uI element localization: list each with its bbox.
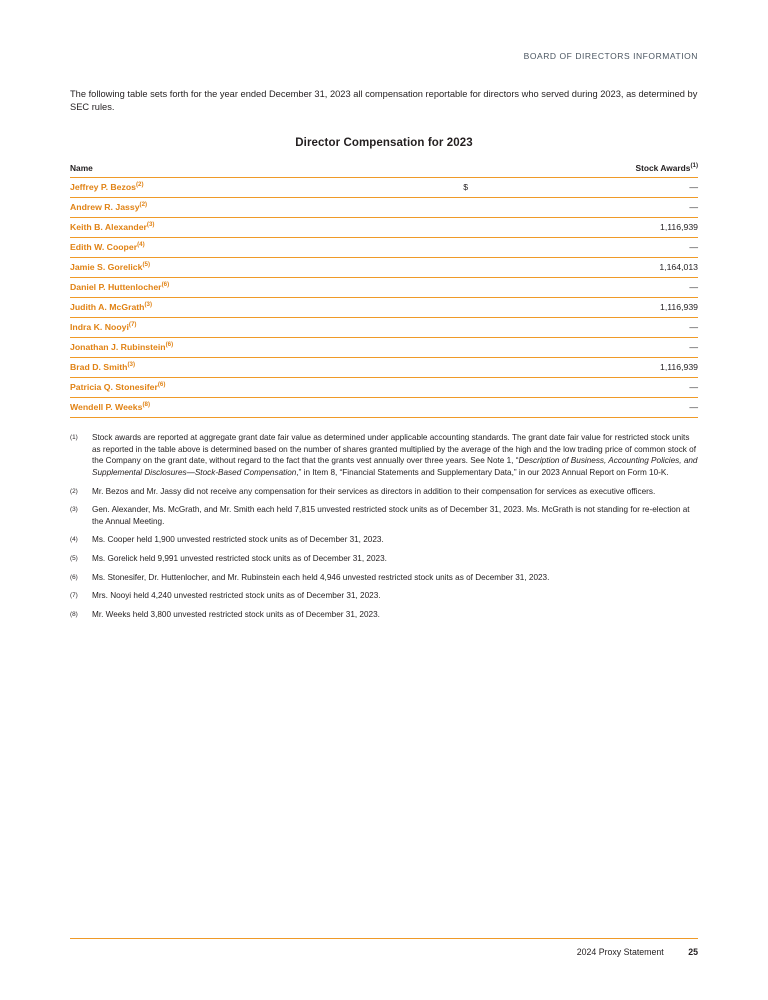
footnote-text [92, 572, 698, 584]
director-name-footnote: (4) [137, 241, 145, 249]
footer-document-label: 2024 Proxy Statement [576, 947, 664, 957]
currency-symbol-cell [446, 337, 470, 357]
footnote-text [92, 534, 698, 546]
table-row [70, 237, 698, 257]
director-name-footnote: (8) [142, 401, 150, 409]
footnote-text-part: Ms. Stonesifer, Dr. Huttenlocher, and Mr. Rubinstein each held 4,946 unvested restricted stock units as of December 31, 2023. [92, 572, 550, 582]
director-name-cell [70, 397, 446, 417]
footnote-text [92, 590, 698, 602]
director-name: Andrew R. Jassy [70, 202, 140, 213]
director-name-footnote: (6) [161, 281, 170, 289]
stock-awards-cell: 1,164,013 [470, 257, 698, 277]
currency-symbol-cell [446, 357, 470, 377]
table-header [70, 163, 698, 178]
footnote-text-tail: ,” in Item 8, “Financial Statements and Supplementary Data,” in our 2023 Annual Report on Form 10-K. [296, 467, 669, 477]
director-name: Edith W. Cooper [70, 242, 138, 253]
footnote [70, 553, 698, 565]
director-name-cell [70, 197, 446, 217]
director-name-footnote: (2) [139, 201, 148, 209]
director-name: Indra K. Nooyi [70, 322, 129, 333]
table-row [70, 337, 698, 357]
director-name: Jamie S. Gorelick [70, 262, 143, 273]
director-name-cell [70, 177, 446, 197]
director-name: Patricia Q. Stonesifer [70, 382, 158, 393]
column-header-stock-awards-footnote: (1) [690, 162, 698, 170]
director-name-footnote: (2) [136, 181, 144, 189]
footnote-text [92, 609, 698, 621]
page-footer [577, 947, 698, 957]
director-name: Wendell P. Weeks [70, 402, 143, 413]
footnote-text [92, 432, 698, 479]
footnote-marker: (5) [70, 555, 78, 563]
director-name-cell [70, 317, 446, 337]
footnote-text-part: Stock awards are reported at aggregate grant date fair value as determined under applicable accounting standards. The grant date fair value for restricted stock units as reported in the table above is determined based on the number of shares granted multiplied by the average of the high and the low trading price of common stock of the Company on the grant date, without regard to the fact that the grants vest annually over three years. See Note 1, “ [92, 432, 696, 466]
footnote-marker: (2) [70, 487, 78, 495]
currency-symbol-cell [446, 377, 470, 397]
footnote-marker: (7) [70, 592, 78, 600]
director-name-cell [70, 297, 446, 317]
footnote [70, 572, 698, 584]
footnote-marker: (6) [70, 573, 78, 581]
stock-awards-cell: 1,116,939 [470, 297, 698, 317]
currency-symbol-cell [446, 217, 470, 237]
footnote [70, 609, 698, 621]
table-row [70, 277, 698, 297]
footnote-text-part: Mr. Weeks held 3,800 unvested restricted stock units as of December 31, 2023. [92, 609, 380, 619]
running-head: BOARD OF DIRECTORS INFORMATION [523, 51, 698, 61]
director-name-footnote: (6) [165, 341, 174, 349]
footnote-text [92, 553, 698, 565]
table-body [70, 177, 698, 417]
stock-awards-cell: — [470, 277, 698, 297]
table-row [70, 397, 698, 417]
director-name-cell [70, 237, 446, 257]
director-name: Daniel P. Huttenlocher [70, 282, 162, 293]
table-row [70, 217, 698, 237]
currency-symbol-cell [446, 197, 470, 217]
stock-awards-cell: — [470, 377, 698, 397]
director-name-cell [70, 377, 446, 397]
footnote [70, 504, 698, 527]
currency-symbol-cell [446, 257, 470, 277]
footnote-text-part: Gen. Alexander, Ms. McGrath, and Mr. Smith each held 7,815 unvested restricted stock units as of December 31, 2023. Ms. McGrath is not standing for re-election at the Annual Meeting. [92, 505, 690, 526]
stock-awards-cell: — [470, 317, 698, 337]
stock-awards-cell: — [470, 237, 698, 257]
footnote-text [92, 504, 698, 527]
currency-symbol-cell [446, 317, 470, 337]
intro-paragraph: The following table sets forth for the year ended December 31, 2023 all compensation reportable for directors who served during 2023, as determined by SEC rules. [70, 89, 698, 113]
currency-symbol-cell [446, 397, 470, 417]
director-name-footnote: (3) [146, 221, 155, 229]
footnote-marker: (4) [70, 536, 78, 544]
stock-awards-cell: — [470, 337, 698, 357]
director-name-cell [70, 257, 446, 277]
footnote-text-part: Mrs. Nooyi held 4,240 unvested restricted stock units as of December 31, 2023. [92, 591, 381, 601]
stock-awards-cell: — [470, 397, 698, 417]
column-header-stock-awards-label: Stock Awards [635, 162, 691, 173]
stock-awards-cell: — [470, 197, 698, 217]
director-name-cell [70, 217, 446, 237]
director-name-footnote: (5) [142, 261, 150, 269]
footnote-text [92, 486, 698, 498]
footer-divider [70, 938, 698, 939]
director-name-footnote: (3) [144, 301, 153, 309]
footnote [70, 432, 698, 479]
director-name-footnote: (7) [128, 321, 137, 329]
footnote-marker: (8) [70, 610, 78, 618]
table-row [70, 197, 698, 217]
page-content [70, 88, 698, 628]
column-header-name: Name [70, 163, 470, 178]
footnote-text-italic: Description of Business, Accounting Policies, and Supplemental Disclosures—Stock-Based Compensation [92, 456, 698, 477]
director-name: Keith B. Alexander [70, 222, 147, 233]
footnote [70, 534, 698, 546]
footnote [70, 486, 698, 498]
director-name: Jeffrey P. Bezos [70, 182, 136, 193]
footnotes-list [70, 432, 698, 621]
footnote [70, 590, 698, 602]
table-title: Director Compensation for 2023 [295, 136, 473, 149]
currency-symbol-cell [446, 297, 470, 317]
table-header-row [70, 163, 698, 178]
table-row [70, 257, 698, 277]
footnote-marker: (3) [70, 506, 78, 514]
director-name-cell [70, 337, 446, 357]
table-row [70, 177, 698, 197]
currency-symbol-cell [446, 277, 470, 297]
column-header-stock-awards [470, 163, 698, 178]
footnote-text-part: Ms. Cooper held 1,900 unvested restricted stock units as of December 31, 2023. [92, 535, 384, 545]
table-row [70, 297, 698, 317]
stock-awards-cell: — [470, 177, 698, 197]
director-name-cell [70, 357, 446, 377]
table-row [70, 357, 698, 377]
table-row [70, 377, 698, 397]
footnote-text-part: Mr. Bezos and Mr. Jassy did not receive any compensation for their services as directors in addition to their compensation for services as executive officers. [92, 486, 656, 496]
director-name: Brad D. Smith [70, 362, 128, 373]
footnote-marker: (1) [70, 433, 78, 441]
director-name: Judith A. McGrath [70, 302, 145, 313]
director-compensation-table [70, 163, 698, 418]
footer-page-number: 25 [688, 947, 698, 957]
stock-awards-cell: 1,116,939 [470, 357, 698, 377]
director-name-footnote: (6) [157, 381, 166, 389]
footnote-text-part: Ms. Gorelick held 9,991 unvested restricted stock units as of December 31, 2023. [92, 554, 387, 564]
director-name-cell [70, 277, 446, 297]
currency-symbol-cell [446, 237, 470, 257]
currency-symbol-cell: $ [446, 177, 470, 197]
director-name-footnote: (3) [127, 361, 136, 369]
director-name: Jonathan J. Rubinstein [70, 342, 166, 353]
stock-awards-cell: 1,116,939 [470, 217, 698, 237]
table-row [70, 317, 698, 337]
